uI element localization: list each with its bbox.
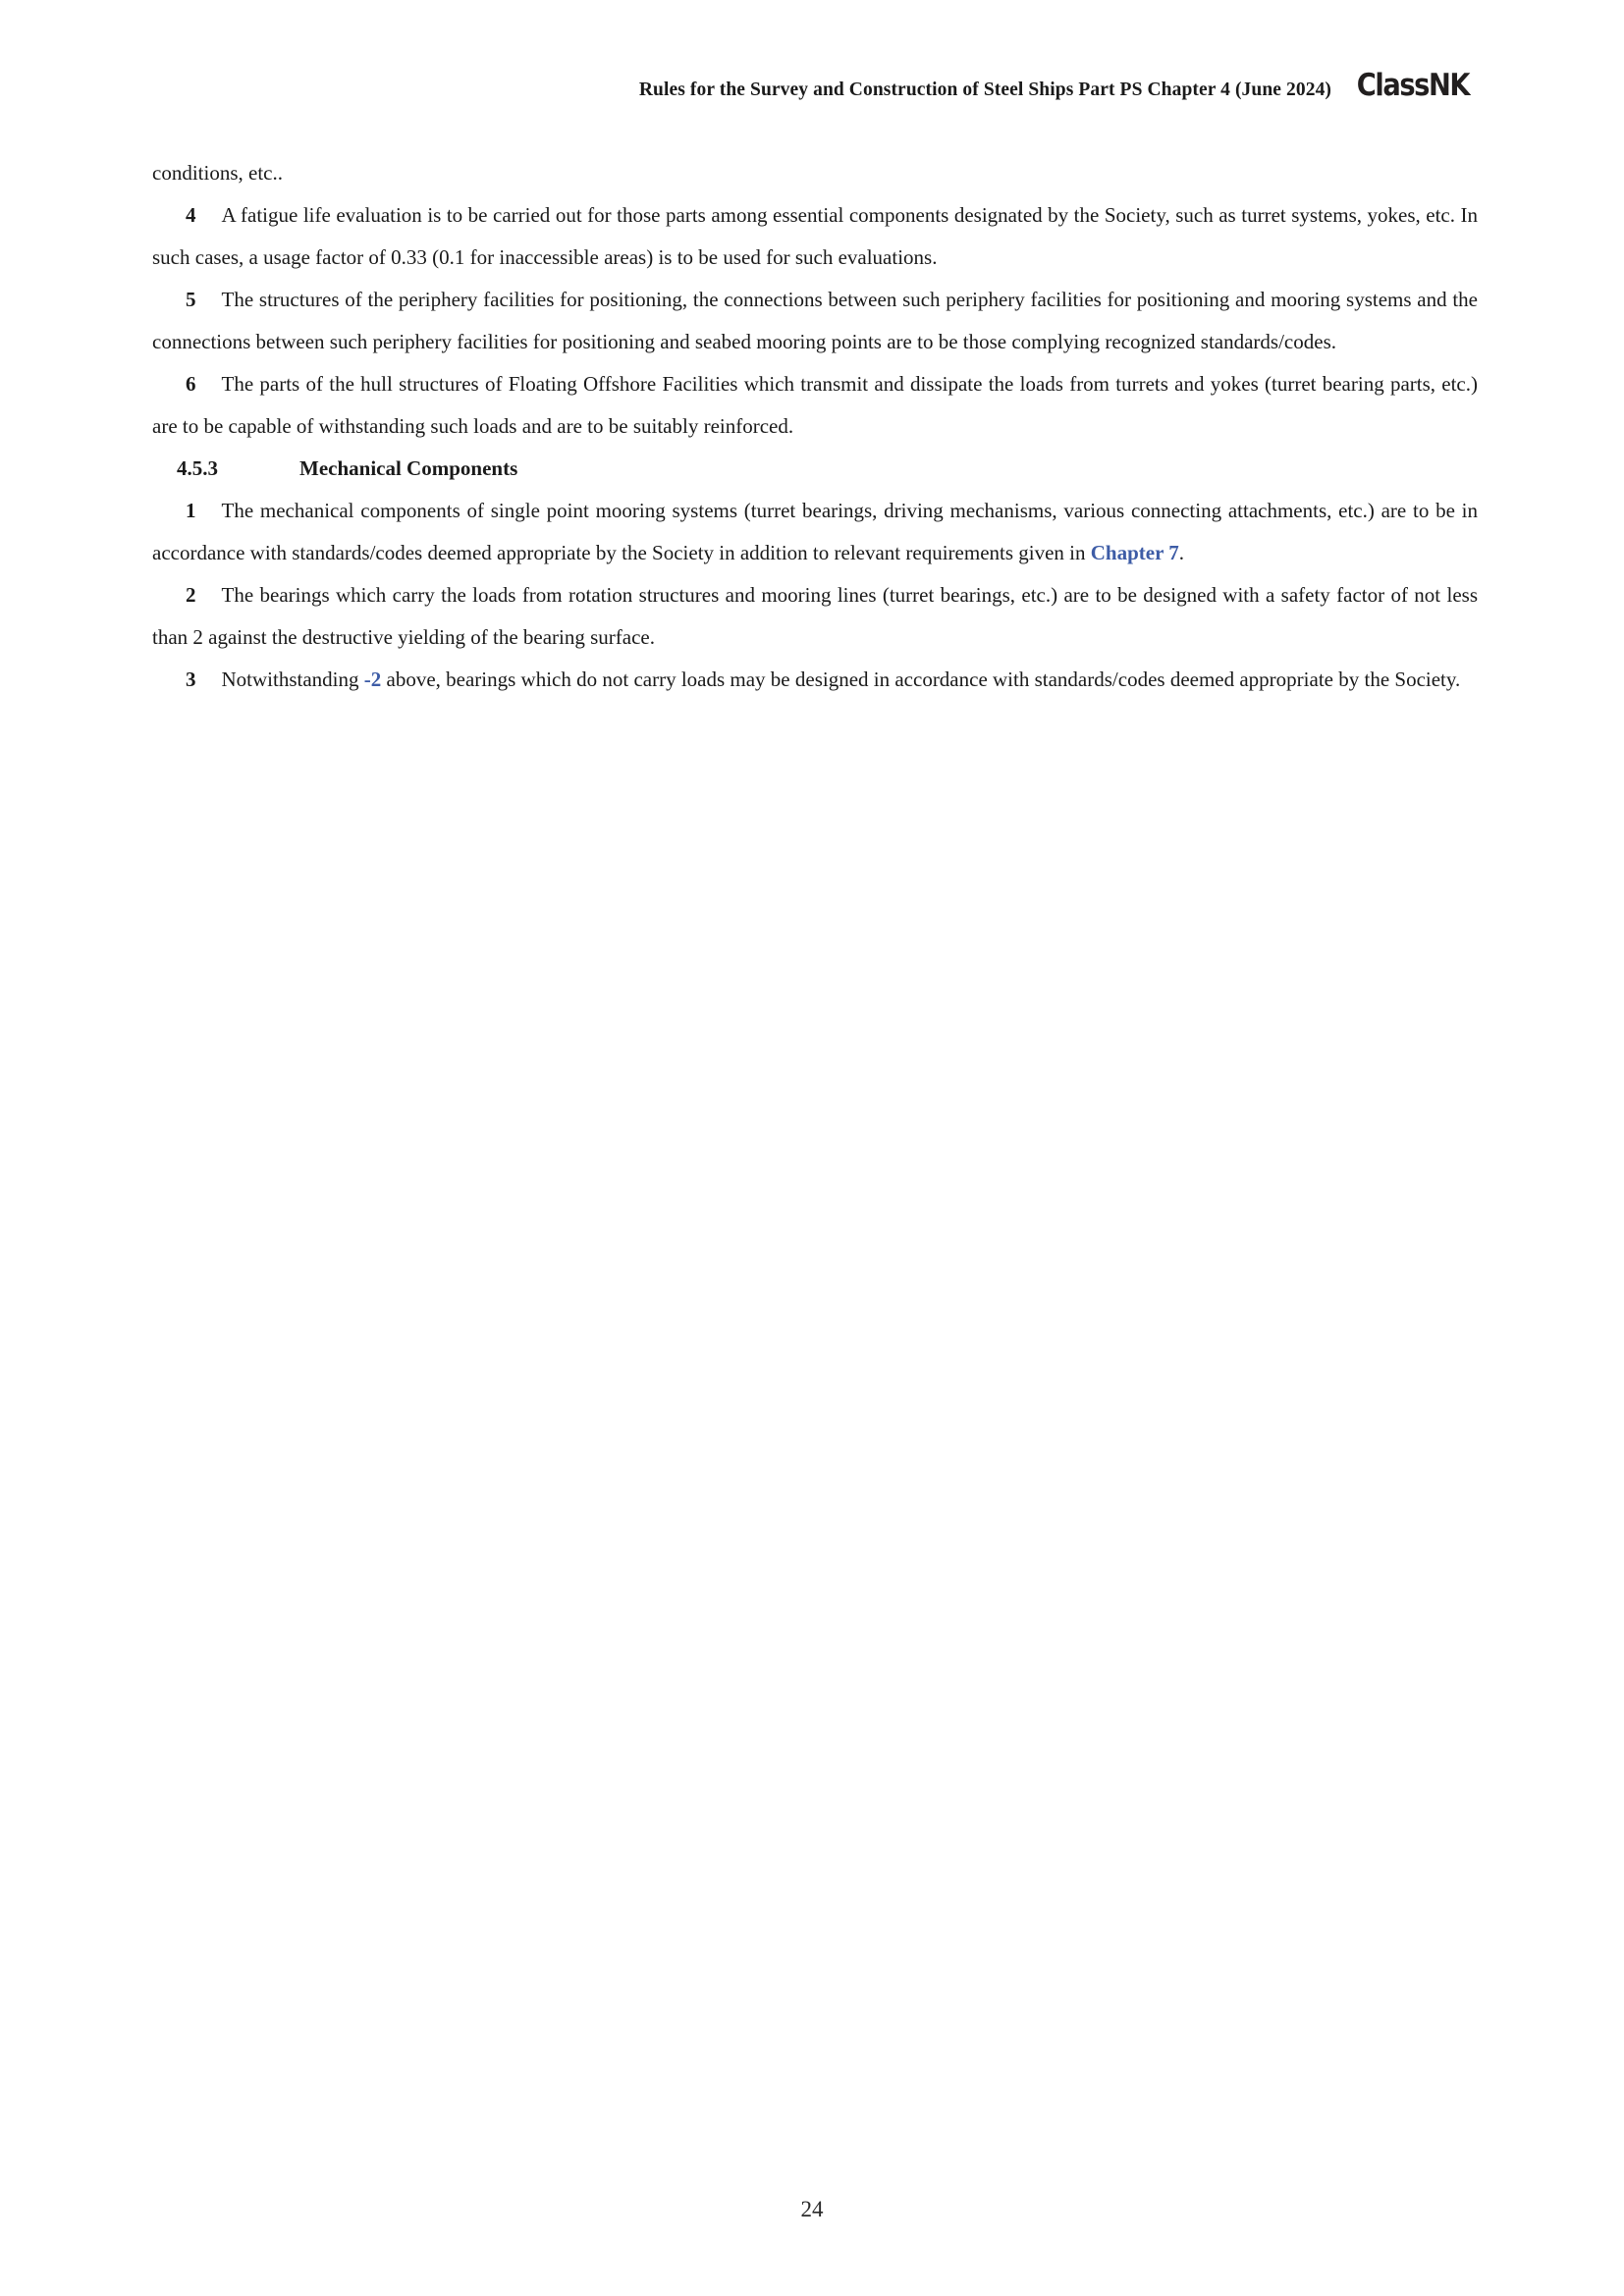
classnk-wordmark-logo: ClassNK: [1356, 68, 1470, 103]
section-paragraph-2: [152, 574, 1478, 659]
page-number: 24: [800, 2197, 824, 2221]
paragraph-number: 4: [186, 203, 196, 227]
paragraph-text: The parts of the hull structures of Floating Offshore Facilities which transmit and dissipate the loads from turrets and yokes (turret bearing parts, etc.) are to be capable of withstanding such loads and are to be suitably reinforced.: [152, 372, 1478, 438]
paragraph-text-tail: .: [1178, 541, 1185, 564]
paragraph-number: 2: [186, 583, 196, 607]
section-paragraph-1: [152, 490, 1478, 574]
paragraph-number: 3: [186, 667, 196, 691]
carryover-paragraph: conditions, etc..: [152, 161, 283, 185]
paragraph-4: [152, 194, 1478, 279]
section-number: 4.5.3: [177, 456, 218, 480]
paragraph-text-tail: above, bearings which do not carry loads may be designed in accordance with standards/codes deemed appropriate by the Society.: [381, 667, 1461, 691]
section-heading-4-5-3: [152, 448, 1478, 490]
paragraph-text: The mechanical components of single point mooring systems (turret bearings, driving mechanisms, various connecting attachments, etc.) are to be in accordance with standards/codes deemed appropriate by the Society in addition to relevant requirements given in: [152, 499, 1478, 564]
cross-reference-link-item-2[interactable]: -2: [363, 667, 382, 691]
paragraph-6: [152, 363, 1478, 448]
section-title: Mechanical Components: [299, 456, 518, 480]
paragraph-text: The structures of the periphery facilities for positioning, the connections between such periphery facilities for positioning and mooring systems and the connections between such periphery facilities for positioning and seabed mooring points are to be those complying recognized standards/codes.: [152, 288, 1478, 353]
paragraph-5: [152, 279, 1478, 363]
paragraph-text: The bearings which carry the loads from rotation structures and mooring lines (turret bearings, etc.) are to be designed with a safety factor of not less than 2 against the destructive yielding of the bearing surface.: [152, 583, 1478, 649]
page-body: [152, 152, 1478, 701]
section-paragraph-3: [152, 659, 1478, 701]
paragraph-number: 6: [186, 372, 196, 396]
running-header: [152, 68, 1477, 110]
paragraph-text: A fatigue life evaluation is to be carried out for those parts among essential components designated by the Society, such as turret systems, yokes, etc. In such cases, a usage factor of 0.33 (0.1 for inaccessible areas) is to be used for such evaluations.: [152, 203, 1478, 269]
paragraph-number: 1: [186, 499, 196, 522]
paragraph-text: Notwithstanding: [221, 667, 364, 691]
cross-reference-link-chapter-7[interactable]: Chapter 7: [1090, 541, 1179, 564]
header-title: Rules for the Survey and Construction of Steel Ships Part PS Chapter 4 (June 2024): [638, 80, 1332, 100]
paragraph-number: 5: [186, 288, 196, 311]
